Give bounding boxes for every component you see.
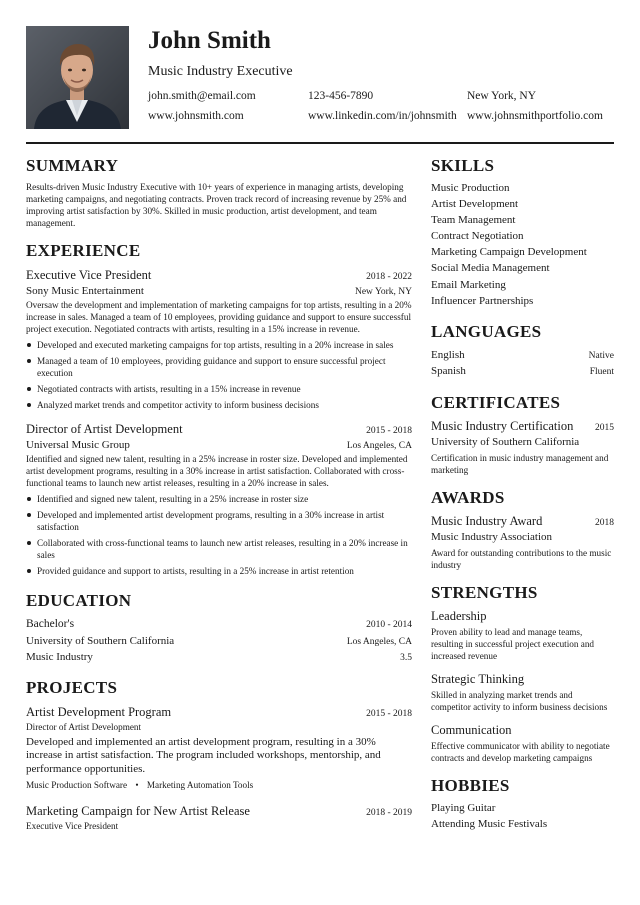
job-role: Executive Vice President — [26, 268, 152, 282]
job-bullet: Collaborated with cross-functional teams to launch new artist releases, resulting in a 20% increase in sales — [26, 537, 412, 561]
education-gpa: 3.5 — [400, 653, 412, 663]
skill-item: Marketing Campaign Development — [431, 246, 587, 259]
skills-heading: SKILLS — [431, 156, 495, 175]
project-tool: Music Production Software — [26, 779, 128, 790]
experience-section — [26, 241, 412, 577]
project-tools — [26, 779, 412, 791]
award-year: 2018 — [595, 517, 614, 528]
language-level: Native — [588, 350, 614, 361]
job-location: New York, NY — [354, 287, 412, 297]
main-column — [26, 156, 412, 832]
certificate-issuer: University of Southern California — [431, 435, 580, 448]
job-bullet: Provided guidance and support to artists, resulting in a 25% increase in artist retention — [26, 565, 412, 577]
job-company: Sony Music Entertainment — [26, 285, 144, 297]
job-description: Oversaw the development and implementation of marketing campaigns for top artists, resulting in a 20% increase in sales. Managed a team of 10 employees, providing guidance and support to ensure successful project execution. Negotiated contracts with artists, resulting in a 15% increase in revenue. — [26, 300, 412, 334]
tool-separator: • — [135, 779, 139, 790]
job-bullet: Developed and executed marketing campaigns for top artists, resulting in a 20% increase in sales — [26, 339, 412, 351]
job-entry — [26, 421, 412, 577]
job-bullets — [26, 339, 412, 411]
skill-item: Social Media Management — [431, 262, 550, 275]
strength-description: Proven ability to lead and manage teams, resulting in successful project execution and increased revenue — [431, 626, 595, 661]
education-dates: 2010 - 2014 — [366, 620, 412, 630]
contact-phone[interactable]: 123-456-7890 — [308, 90, 374, 102]
summary-heading: SUMMARY — [26, 156, 119, 175]
skills-list — [431, 180, 614, 309]
project-dates: 2018 - 2019 — [366, 807, 412, 818]
awards-section — [431, 488, 614, 571]
job-bullets — [26, 493, 412, 577]
job-bullet: Negotiated contracts with artists, resulting in a 15% increase in revenue — [26, 383, 412, 395]
strength-item — [431, 671, 614, 713]
job-dates: 2015 - 2018 — [366, 426, 412, 436]
awards-heading: AWARDS — [431, 487, 505, 507]
language-name: English — [431, 348, 465, 361]
project-entry — [26, 803, 412, 832]
summary-section — [26, 156, 412, 229]
strength-item — [431, 722, 614, 764]
job-dates: 2018 - 2022 — [366, 272, 412, 282]
project-dates: 2015 - 2018 — [366, 709, 412, 719]
languages-section — [431, 322, 614, 379]
projects-section — [26, 678, 412, 832]
education-section — [26, 591, 412, 664]
certificate-description: Certification in music industry management and marketing — [431, 452, 609, 475]
skill-item: Team Management — [431, 214, 516, 227]
job-entry — [26, 267, 412, 411]
project-entry — [26, 704, 412, 791]
education-degree: Bachelor's — [26, 618, 75, 630]
award-description: Award for outstanding contributions to the music industry — [431, 547, 612, 570]
experience-heading: EXPERIENCE — [26, 241, 141, 260]
skills-section — [431, 156, 614, 309]
certificates-section — [431, 393, 614, 476]
education-heading: EDUCATION — [26, 591, 132, 610]
job-description: Identified and signed new talent, resulting in a 25% increase in roster size. Developed and implemented artist development programs, resulting in a 30% increase in artist satisfaction. Collaborated with cross-functional teams to launch new artist releases, resulting in a 20% increase in sales. — [26, 454, 408, 488]
candidate-name: John Smith — [148, 27, 271, 54]
language-level: Fluent — [589, 366, 614, 377]
summary-text: Results-driven Music Industry Executive with 10+ years of experience in managing artists, developing marketing campaigns, and negotiating contracts. Proven track record of increasing revenue by 25% and improving artist satisfaction by 30%. Skilled in music production, artist development, and team management. — [26, 182, 407, 228]
project-tool: Marketing Automation Tools — [146, 779, 254, 790]
project-description: Developed and implemented an artist development program, resulting in a 30% increase in artist satisfaction. The program included workshops, mentorship, and performance opportunities. — [26, 736, 381, 775]
skill-item: Influencer Partnerships — [431, 294, 534, 307]
strength-name: Leadership — [431, 608, 487, 623]
job-company: Universal Music Group — [26, 439, 130, 451]
education-school: University of Southern California — [26, 635, 175, 647]
skill-item: Email Marketing — [431, 278, 506, 291]
strengths-heading: STRENGTHS — [431, 582, 538, 602]
strength-name: Communication — [431, 722, 512, 737]
project-role: Director of Artist Development — [26, 722, 142, 732]
job-bullet: Developed and implemented artist development programs, resulting in a 30% increase in artist satisfaction — [26, 509, 412, 533]
candidate-title: Music Industry Executive — [148, 64, 293, 79]
job-role: Director of Artist Development — [26, 422, 183, 436]
contact-website[interactable]: www.johnsmith.com — [148, 110, 244, 122]
certificates-heading: CERTIFICATES — [431, 392, 561, 412]
contact-location: New York, NY — [467, 90, 537, 102]
award-name: Music Industry Award — [431, 513, 543, 528]
contact-portfolio[interactable]: www.johnsmithportfolio.com — [467, 110, 603, 122]
strengths-section — [431, 583, 614, 764]
person-portrait-icon — [26, 26, 129, 129]
hobby-item: Attending Music Festivals — [431, 818, 548, 831]
skill-item: Artist Development — [431, 198, 519, 211]
education-location: Los Angeles, CA — [346, 637, 412, 647]
skill-item: Contract Negotiation — [431, 230, 524, 243]
education-field: Music Industry — [26, 651, 93, 663]
side-column — [431, 156, 614, 832]
hobby-item: Playing Guitar — [431, 801, 496, 814]
strength-description: Skilled in analyzing market trends and competitor activity to inform business decisions — [431, 689, 608, 712]
hobbies-section — [431, 776, 614, 832]
award-issuer: Music Industry Association — [431, 530, 552, 543]
strength-item — [431, 608, 614, 662]
projects-heading: PROJECTS — [26, 678, 118, 697]
certificate-year: 2015 — [595, 422, 614, 433]
job-bullet: Managed a team of 10 employees, providing guidance and support to ensure successful project execution — [26, 355, 412, 379]
strength-description: Effective communicator with ability to negotiate contracts and develop marketing campaigns — [431, 740, 610, 763]
skill-item: Music Production — [431, 182, 510, 194]
project-role: Executive Vice President — [26, 820, 119, 831]
contact-linkedin[interactable]: www.linkedin.com/in/johnsmith — [308, 110, 457, 122]
language-name: Spanish — [431, 364, 466, 377]
header-divider — [26, 142, 614, 144]
project-name: Artist Development Program — [26, 705, 172, 719]
certificate-name: Music Industry Certification — [431, 418, 574, 433]
project-name: Marketing Campaign for New Artist Release — [26, 803, 250, 818]
hobbies-list — [431, 800, 614, 832]
job-bullet: Identified and signed new talent, resulting in a 25% increase in roster size — [26, 493, 412, 505]
profile-photo — [26, 26, 129, 129]
job-bullet: Analyzed market trends and competitor activity to inform business decisions — [26, 399, 412, 411]
hobbies-heading: HOBBIES — [431, 775, 510, 795]
languages-heading: LANGUAGES — [431, 321, 542, 341]
strength-name: Strategic Thinking — [431, 671, 525, 686]
contact-email[interactable]: john.smith@email.com — [148, 90, 256, 102]
job-location: Los Angeles, CA — [346, 441, 412, 451]
resume-header — [26, 26, 614, 129]
